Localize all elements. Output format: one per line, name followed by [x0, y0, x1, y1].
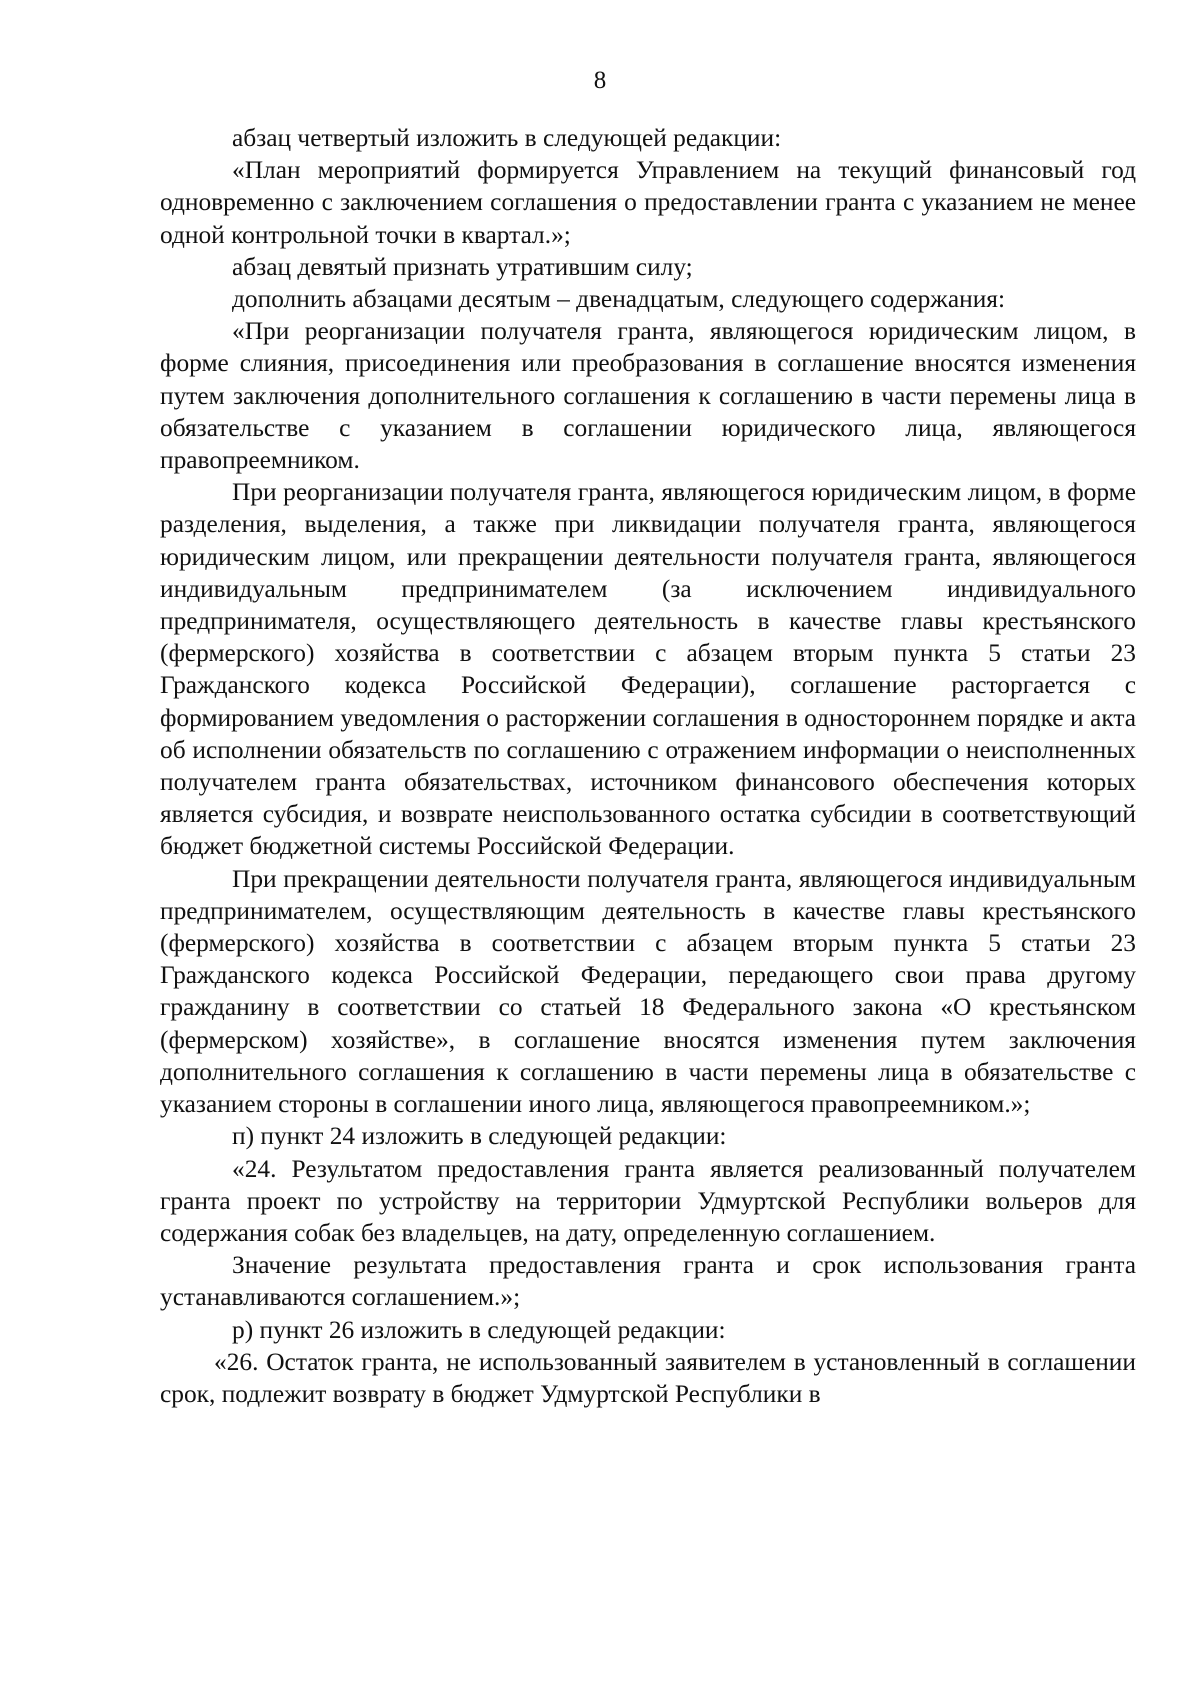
paragraph-6: При реорганизации получателя гранта, являющегося юридическим лицом, в форме разделения, выделения, а также при ликвидации получателя гранта, являющегося юридическим лицом, или прекращении деятельности получателя гранта, являющегося индивидуальным предпринимателем (за исключением индивидуального предпринимателя, осуществляющего деятельность в качестве главы крестьянского (фермерского) хозяйства в соответствии с абзацем вторым пункта 5 статьи 23 Гражданского кодекса Российской Федерации), соглашение расторгается с формированием уведомления о расторжении соглашения в одностороннем порядке и акта об исполнении обязательств по соглашению с отражением информации о неисполненных получателем гранта обязательствах, источником финансового обеспечения которых является субсидия, и возврате неиспользованного остатка субсидии в соответствующий бюджет бюджетной системы Российской Федерации.: [160, 478, 1136, 861]
document-body: [160, 122, 1136, 1410]
paragraph-9: «24. Результатом предоставления гранта является реализованный получателем гранта проект по устройству на территории Удмуртской Республики вольеров для содержания собак без владельцев, на дату, определенную соглашением.: [160, 1154, 1136, 1247]
paragraph-8: п) пункт 24 изложить в следующей редакции:: [232, 1122, 727, 1151]
paragraph-7: При прекращении деятельности получателя гранта, являющегося индивидуальным предпринимателем, осуществляющим деятельность в качестве главы крестьянского (фермерского) хозяйства в соответствии с абзацем вторым пункта 5 статьи 23 Гражданского кодекса Российской Федерации, передающего свои права другому гражданину в соответствии со статьей 18 Федерального закона «О крестьянском (фермерском) хозяйстве», в соглашение вносятся изменения путем заключения дополнительного соглашения к соглашению в части перемены лица в обязательстве с указанием стороны в соглашении иного лица, являющегося правопреемником.»;: [160, 864, 1136, 1119]
paragraph-1: абзац четвертый изложить в следующей редакции:: [232, 124, 782, 152]
paragraph-12: «26. Остаток гранта, не использованный заявителем в установленный в соглашении срок, подлежит возврату в бюджет Удмуртской Республики в: [160, 1347, 1136, 1408]
paragraph-4: дополнить абзацами десятым – двенадцатым, следующего содержания:: [232, 285, 1006, 314]
paragraph-3: абзац девятый признать утратившим силу;: [232, 252, 693, 281]
paragraph-2: «План мероприятий формируется Управлением на текущий финансовый год одновременно с заключением соглашения о предоставлении гранта с указанием не менее одной контрольной точки в квартал.»;: [160, 156, 1136, 249]
paragraph-10: Значение результата предоставления гранта и срок использования гранта устанавливаются соглашением.»;: [160, 1251, 1136, 1312]
paragraph-5: «При реорганизации получателя гранта, являющегося юридическим лицом, в форме слияния, присоединения или преобразования в соглашение вносятся изменения путем заключения дополнительного соглашения к соглашению в части перемены лица в обязательстве с указанием в соглашении юридического лица, являющегося правопреемником.: [160, 317, 1136, 475]
page-number: 8: [593, 67, 607, 94]
paragraph-11: р) пункт 26 изложить в следующей редакции:: [232, 1315, 726, 1344]
